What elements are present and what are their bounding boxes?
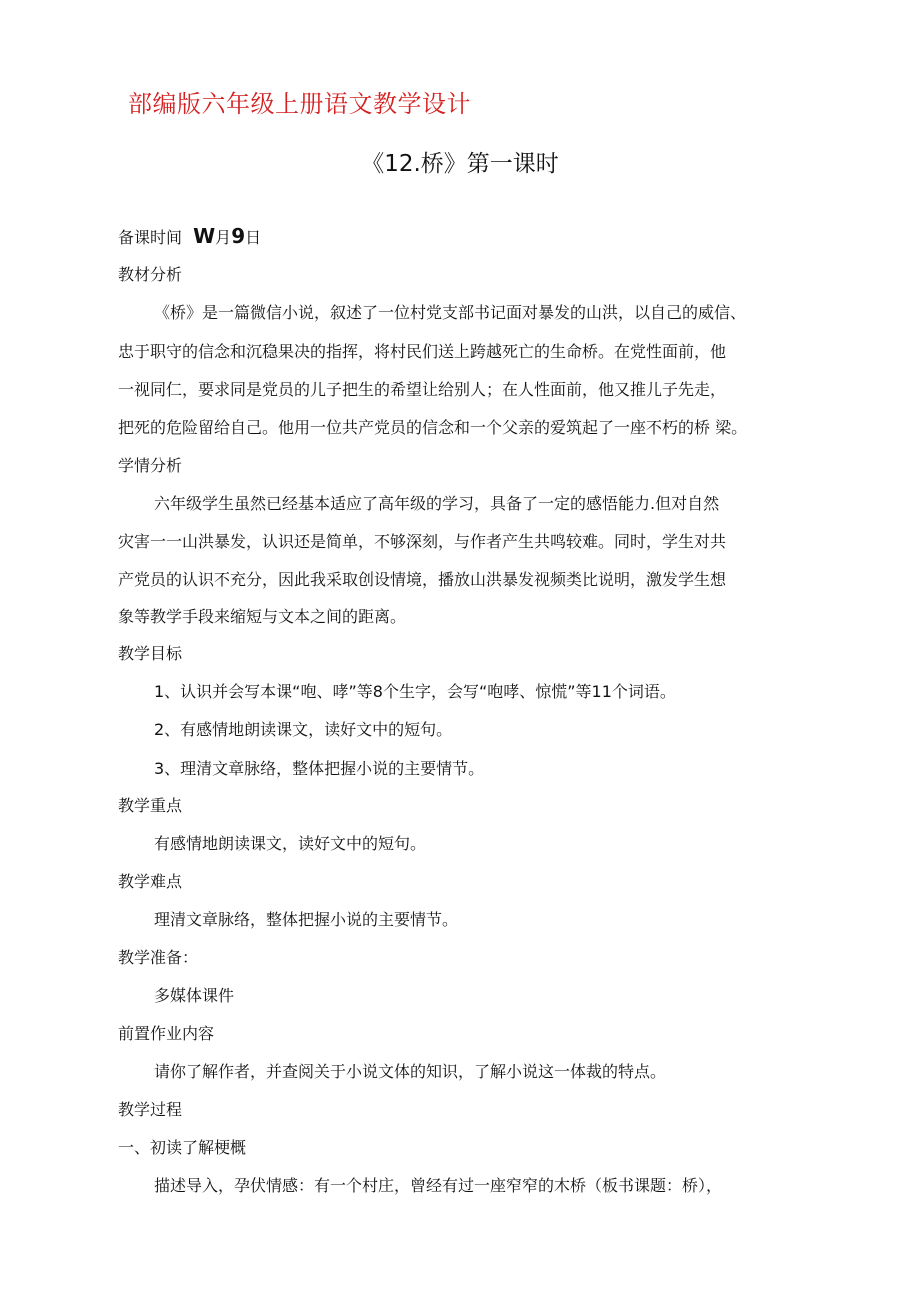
series-title: 部编版六年级上册语文教学设计: [128, 90, 471, 118]
process-step1-title: 一、初读了解梗概: [118, 1138, 247, 1157]
student-line-4: 象等教学手段来缩短与文本之间的距离。: [118, 607, 407, 626]
process-step1-text: 描述导入，孕伏情感：有一个村庄，曾经有过一座窄窄的木桥（板书课题：桥），: [154, 1176, 723, 1195]
student-line-2: 灾害一一山洪暴发，认识还是简单，不够深刻，与作者产生共鸣较难。同时，学生对共: [118, 532, 727, 551]
objective-item-3: 3、理清文章脉络，整体把握小说的主要情节。: [154, 759, 485, 778]
objectives-heading: 教学目标: [118, 644, 183, 663]
process-heading: 教学过程: [118, 1100, 183, 1119]
student-line-3: 产党员的认识不充分，因此我采取创设情境，播放山洪暴发视频类比说明，激发学生想: [118, 570, 727, 589]
prep-time: [118, 226, 261, 248]
material-line-3: 一视同仁，要求同是党员的儿子把生的希望让给别人；在人性面前，他又推儿子先走，: [118, 380, 727, 399]
prep-time-label: 备课时间: [118, 228, 183, 247]
student-analysis-heading: 学情分析: [118, 456, 183, 475]
material-line-2: 忠于职守的信念和沉稳果决的指挥，将村民们送上跨越死亡的生命桥。在党性面前，他: [118, 342, 727, 361]
difficulties-heading: 教学难点: [118, 872, 183, 891]
difficulties-text: 理清文章脉络，整体把握小说的主要情节。: [154, 910, 459, 929]
student-line-1: 六年级学生虽然已经基本适应了高年级的学习，具备了一定的感悟能力.但对自然: [154, 494, 720, 513]
objective-item-2: 2、有感情地朗读课文，读好文中的短句。: [154, 720, 453, 739]
prep-time-day: 9: [231, 224, 246, 248]
objective-item-1: 1、认识并会写本课“咆、哮”等8个生字，会写“咆哮、惊慌”等11个词语。: [154, 682, 676, 701]
prep-time-day-char: 日: [245, 228, 262, 247]
material-analysis-heading: 教材分析: [118, 265, 183, 284]
material-line-4: 把死的危险留给自己。他用一位共产党员的信念和一个父亲的爱筑起了一座不朽的桥 梁。: [118, 418, 748, 437]
pre-homework-text: 请你了解作者，并查阅关于小说文体的知识，了解小说这一体裁的特点。: [154, 1062, 667, 1081]
preparation-heading: 教学准备：: [118, 948, 199, 967]
pre-homework-heading: 前置作业内容: [118, 1024, 215, 1043]
material-line-1: 《桥》是一篇微信小说，叙述了一位村党支部书记面对暴发的山洪，以自己的威信、: [154, 303, 747, 322]
lesson-title: 《12.桥》第一课时: [361, 151, 559, 177]
key-points-text: 有感情地朗读课文，读好文中的短句。: [154, 834, 427, 853]
prep-time-month-char: 月: [215, 228, 232, 247]
preparation-text: 多媒体课件: [154, 986, 235, 1005]
prep-time-month: W: [193, 224, 216, 248]
key-points-heading: 教学重点: [118, 796, 183, 815]
